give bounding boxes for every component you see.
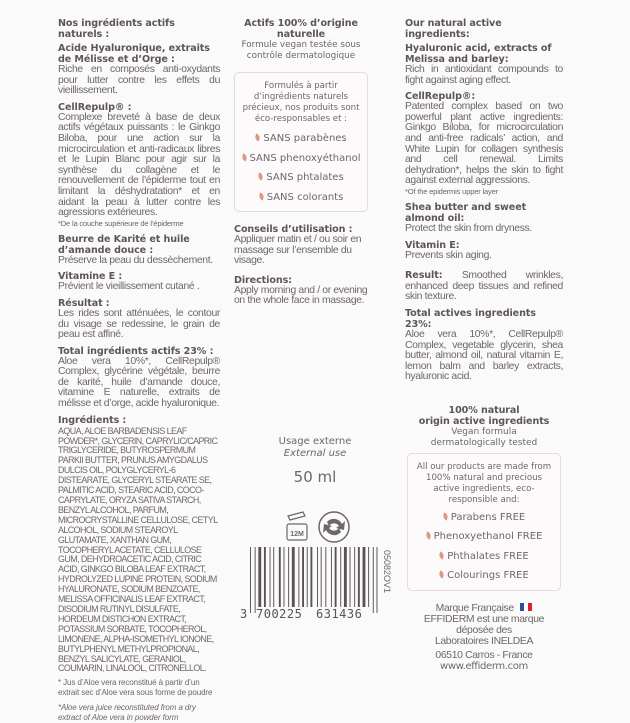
en-hyaluronic-text: Rich in antioxidant compounds to fight against aging effect. xyxy=(405,64,563,86)
free-from-item xyxy=(412,547,556,567)
barcode xyxy=(240,547,380,625)
volume: 50 ml xyxy=(293,468,337,486)
free-from-item xyxy=(412,508,556,528)
free-from-label: Parabens FREE xyxy=(450,511,526,523)
fr-total-heading: Total ingrédients actifs 23% : xyxy=(58,345,214,357)
barcode-bar xyxy=(325,547,326,607)
barcode-bar xyxy=(363,547,366,607)
en-cellrepulp-text: Patented complex based on two powerful plant active ingredients: Ginkgo Biloba, for microcirculation and anti-free radicals’ action, and White Lupin for collagen synthesis and cell renewal. Limits dehydration*, helps the skin to fight against external aggressions. xyxy=(405,101,563,187)
leaf-icon xyxy=(254,133,261,141)
barcode-bar xyxy=(358,547,360,607)
green-dot-icon xyxy=(319,512,349,542)
leaf-icon xyxy=(438,571,445,579)
barcode-bar xyxy=(302,547,304,607)
en-vitamin-heading: Vitamin E: xyxy=(405,239,460,251)
aloe-note-fr: * Jus d’Aloe vera reconstitué à partir d’un extrait sec d’Aloe vera sous forme de poudre xyxy=(58,678,213,698)
en-cellrepulp-note: *Of the epidermis upper layer xyxy=(405,186,498,196)
barcode-bar xyxy=(321,547,322,607)
free-from-label: SANS parabènes xyxy=(263,133,347,144)
conseils-heading: Conseils d’utilisation : xyxy=(234,224,353,235)
fr-cellrepulp-text: Complexe breveté à base de deux actifs végétaux puissants : le Ginkgo Biloba, pour une action sur la microcirculation et anti-radicaux libres et le Lupin Blanc pour agir sur la synthèse du collagène et le renouvellement de l’épiderme tout en limitant la déshydratation* et en aidant la peau à lutter contre les agressions extérieures. xyxy=(58,111,220,219)
fr-shea-heading: Beurre de Karité et huile d’amande douce : xyxy=(58,233,190,256)
english-ingredients-column xyxy=(405,18,563,672)
barcode-bar xyxy=(331,547,332,607)
fr-result-heading: Résultat : xyxy=(58,297,110,309)
free-from-item xyxy=(239,149,363,169)
barcode-bar xyxy=(340,547,341,607)
en-shea-text: Protect the skin from dryness. xyxy=(405,222,532,234)
free-from-box-fr xyxy=(234,72,368,212)
leaf-icon xyxy=(240,153,247,161)
center-column xyxy=(228,18,374,307)
free-from-label: SANS phtalates xyxy=(266,172,344,183)
batch-code: 05082OV1 xyxy=(382,550,392,594)
ingredients-list: AQUA, ALOE BARBADENSIS LEAF POWDER*, GLYCERIN, CAPRYLIC/CAPRIC TRIGLYCERIDE, BUTYROSPERMUM PARKII BUTTER, PRUNUS AMYGDALUS DULCIS OIL, POLYGLYCERYL-6 DISTEARATE, GLYCERYL STEARATE SE, PALMITIC ACID, STEARIC ACID, COCO-CAPRYLATE, ORYZA SATIVA STARCH, BENZYL ALCOHOL, PARFUM, MICROCRYSTALLINE CELLULOSE, CETYL ALCOHOL, SODIUM STEAROYL GLUTAMATE, XANTHAN GUM, TOCOPHERYL ACETATE, CELLULOSE GUM, DEHYDROACETIC ACID, CITRIC ACID, GINKGO BILOBA LEAF EXTRACT, HYDROLYZED LUPINE PROTEIN, SODIUM HYALURONATE, SODIUM BENZOATE, MELISSA OFFICINALIS LEAF EXTRACT, DISODIUM RUTINYL DISULFATE, HORDEUM DISTICHON EXTRACT, POTASSIUM SORBATE, TOCOPHEROL, LIMONENE, ALPHA-ISOMETHYL IONONE, BUTYLPHENYL METHYLPROPIONAL, BENZYL SALICYLATE, GERANIOL, COUMARIN, LINALOOL, CITRONELLOL. xyxy=(58,424,218,674)
vegan-line-1: Vegan formula xyxy=(451,426,517,437)
barcode-bar xyxy=(298,547,299,607)
en-total-heading: Total actives ingredients 23%: xyxy=(405,307,536,330)
vegan-line-2: dermatologically tested xyxy=(430,437,538,448)
brand-origin-text: Marque Française xyxy=(435,602,514,614)
en-shea-heading: Shea butter and sweet almond oil: xyxy=(405,201,527,224)
leaf-icon xyxy=(425,532,432,540)
french-ingredients-column xyxy=(58,18,220,723)
barcode-bar xyxy=(264,547,266,607)
en-cellrepulp-heading: CellRepulp®: xyxy=(405,91,476,103)
barcode-bar xyxy=(317,547,318,613)
website-link[interactable]: www.effiderm.com xyxy=(440,660,528,672)
en-total-text: Aloe vera 10%*, CellRepulp® Complex, vegetable glycerin, shea butter, almond oil, natural vitamin E, lemon balm and barley extracts, hyaluronic acid. xyxy=(405,328,563,383)
free-from-box-en xyxy=(407,453,561,591)
free-from-item xyxy=(239,168,363,188)
barcode-bar xyxy=(250,547,251,613)
center-subtitle: Formule vegan testée sous contrôle dermatologique xyxy=(241,40,361,61)
free-from-item xyxy=(239,188,363,208)
barcode-bar xyxy=(373,547,374,613)
barcode-bar xyxy=(288,547,289,607)
box-intro-fr: Formulés à partir d’ingrédients naturels précieux, nos produits sont éco-responsables et : xyxy=(242,81,360,124)
barcode-bar xyxy=(310,547,312,607)
barcode-left-digits: 700225 xyxy=(256,607,303,621)
en-vitamin-text: Prevents skin aging. xyxy=(405,249,492,261)
fr-hyaluronic-heading: Acide Hyaluronique, extraits de Mélisse et d’Orge : xyxy=(58,43,210,65)
barcode-bar xyxy=(270,547,271,607)
barcode-bar xyxy=(335,547,337,607)
box-intro-en: All our products are made from 100% natural and precious active ingredients, eco-responsible and: xyxy=(416,461,552,505)
barcode-bar xyxy=(258,547,261,607)
barcode-bar xyxy=(344,547,347,607)
barcode-bar xyxy=(307,547,308,607)
brand-line-2: Laboratoires INELDEA xyxy=(434,635,534,647)
fr-vitamin-heading: Vitamine E : xyxy=(58,271,123,283)
en-result-text: Smoothed wrinkles, enhanced deep tissues and refined skin texture. xyxy=(405,270,563,303)
fr-vitamin-text: Prévient le vieillissement cutané . xyxy=(58,281,200,293)
en-title: Our natural active ingredients: xyxy=(405,18,502,40)
free-from-label: SANS colorants xyxy=(266,191,344,203)
fr-hyaluronic-text: Riche en composés anti-oxydants pour lutter contre les effets du vieillissement. xyxy=(58,64,220,97)
pao-label: 12M xyxy=(290,531,304,538)
aloe-note-en: *Aloe vera juice reconstituted from a dry extract of Aloe vera in powder form xyxy=(58,703,196,723)
barcode-bar xyxy=(350,547,351,607)
free-from-label: Phthalates FREE xyxy=(447,550,529,562)
fr-title: Nos ingrédients actifs naturels : xyxy=(58,18,175,40)
brand-line-1: EFFIDERM est une marque déposée des xyxy=(423,613,545,636)
barcode-right-digits: 631436 xyxy=(316,607,363,621)
directions-heading: Directions: xyxy=(234,274,292,286)
fr-result-text: Les rides sont atténuées, le contour du visage se redessine, le grain de peau est affiné. xyxy=(58,307,220,341)
address: 06510 Carros - France xyxy=(435,649,533,661)
brand-origin xyxy=(405,603,563,614)
en-result-heading: Result: xyxy=(405,270,443,282)
free-from-item xyxy=(239,129,363,149)
barcode-bar xyxy=(354,547,355,607)
barcode-bar xyxy=(255,547,256,613)
conseils-text: Appliquer matin et / ou soir en massage sur l’ensemble du visage. xyxy=(234,234,362,267)
fr-cellrepulp-heading: CellRepulp® : xyxy=(58,101,132,113)
barcode-bar xyxy=(292,547,295,607)
en-hyaluronic-heading: Hyaluronic acid, extracts of Melissa and barley: xyxy=(405,43,552,65)
barcode-first-digit: 3 xyxy=(240,607,248,621)
leaf-icon xyxy=(438,551,445,559)
barcode-bar xyxy=(279,547,281,607)
natural-heading-2: origin active ingredients xyxy=(418,415,550,427)
barcode-bar xyxy=(284,547,285,607)
barcode-bar xyxy=(273,547,274,607)
leaf-icon xyxy=(257,172,264,180)
natural-heading-1: 100% natural xyxy=(448,404,520,416)
center-title: Actifs 100% d’origine naturelle xyxy=(244,18,358,40)
fr-shea-text: Préserve la peau du dessèchement. xyxy=(58,254,213,266)
free-from-label: SANS phenoxyéthanol xyxy=(249,152,361,164)
directions-text: Apply morning and / or evening on the whole face in massage. xyxy=(234,284,368,307)
usage-en: External use xyxy=(283,448,347,459)
barcode-bars xyxy=(240,547,380,613)
leaf-icon xyxy=(258,192,265,200)
fr-total-text: Aloe vera 10%*, CellRepulp® Complex, glycérine végétale, beurre de karité, huile d’amande douce, vitamine E naturelle, extraits de mélisse et d’orge, acide hyaluronique. xyxy=(58,355,220,410)
fr-ingredients-heading: Ingrédients : xyxy=(58,414,127,426)
free-from-label: Phenoxyethanol FREE xyxy=(433,531,543,543)
symbols xyxy=(285,510,355,546)
leaf-icon xyxy=(442,512,449,520)
barcode-bar xyxy=(368,547,369,607)
free-from-item xyxy=(412,566,556,586)
free-from-label: Colourings FREE xyxy=(447,570,529,582)
usage-fr: Usage externe xyxy=(278,436,352,447)
barcode-bar xyxy=(377,547,378,613)
free-from-item xyxy=(412,527,556,547)
fr-cellrepulp-note: *De la couche supérieure de l’épiderme xyxy=(58,218,184,228)
